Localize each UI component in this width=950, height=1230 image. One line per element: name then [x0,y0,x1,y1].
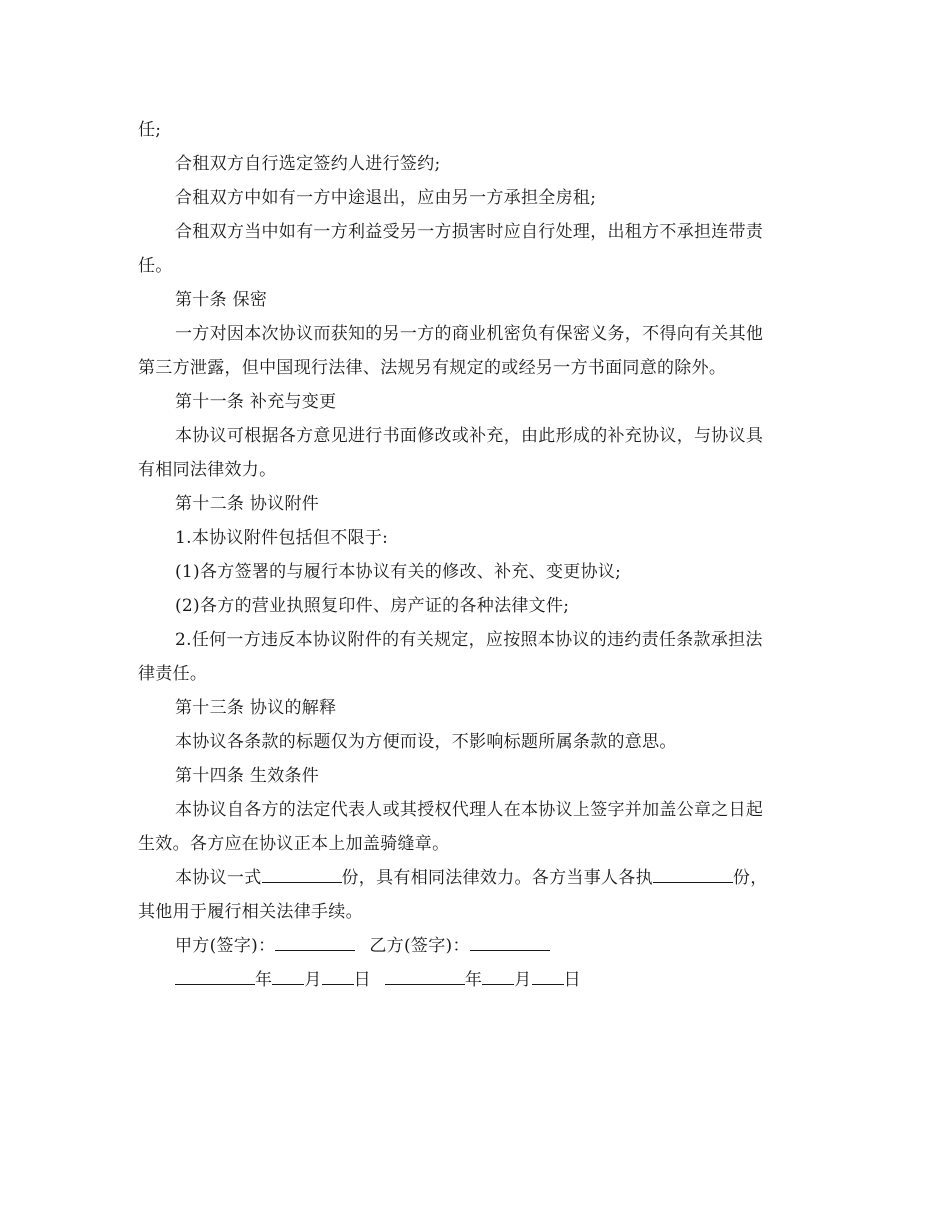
party-b-label: 乙方(签字)： [369,936,470,956]
date-row [138,963,816,997]
month-label: 月 [514,970,532,990]
section-heading: 第十条 保密 [175,290,268,310]
day-label: 日 [353,970,371,990]
text-line: 律责任。 [138,664,208,684]
text-line: 合租双方当中如有一方利益受另一方损害时应自行处理，出租方不承担连带责 [175,222,764,242]
text-line: 本协议各条款的标题仅为方便而设，不影响标题所属条款的意思。 [175,732,677,752]
text-line: 有相同法律效力。 [138,460,277,480]
signature-row [138,929,816,963]
text-line: 其他用于履行相关法律手续。 [138,902,363,922]
party-b-day-blank[interactable] [532,964,564,985]
text-line: 任; [138,120,162,140]
copies-line [138,861,816,895]
text-line: (1)各方签署的与履行本协议有关的修改、补充、变更协议; [175,562,622,582]
section-heading: 第十一条 补充与变更 [175,392,337,412]
party-a-month-blank[interactable] [272,964,304,985]
party-a-year-blank[interactable] [175,964,255,985]
section-heading: 第十二条 协议附件 [175,494,320,514]
copies-middle: 份，具有相同法律效力。各方当事人各执 [341,868,653,888]
text-line: 一方对因本次协议而获知的另一方的商业机密负有保密义务，不得向有关其他 [175,324,764,344]
text-line: 任。 [138,256,173,276]
text-line: 本协议可根据各方意见进行书面修改或补充，由此形成的补充协议，与协议具 [175,426,764,446]
party-a-label: 甲方(签字)： [175,936,276,956]
day-label: 日 [563,970,581,990]
text-line: 合租双方自行选定签约人进行签约; [175,154,441,174]
text-line: 生效。各方应在协议正本上加盖骑缝章。 [138,834,450,854]
copies-each-blank[interactable] [653,862,733,883]
copies-prefix: 本协议一式 [175,868,262,888]
year-label: 年 [464,970,483,990]
document-page [138,113,816,997]
copies-total-blank[interactable] [262,862,342,883]
text-line: (2)各方的营业执照复印件、房产证的各种法律文件; [175,596,570,616]
party-b-year-blank[interactable] [385,964,465,985]
text-line: 第三方泄露，但中国现行法律、法规另有规定的或经另一方书面同意的除外。 [138,358,727,378]
party-a-signature-blank[interactable] [275,930,355,951]
year-label: 年 [255,970,273,990]
party-b-month-blank[interactable] [482,964,514,985]
party-a-day-blank[interactable] [322,964,354,985]
month-label: 月 [304,970,322,990]
party-b-signature-blank[interactable] [470,930,550,951]
section-heading: 第十三条 协议的解释 [175,698,337,718]
text-line: 本协议自各方的法定代表人或其授权代理人在本协议上签字并加盖公章之日起 [175,800,764,820]
copies-suffix: 份， [732,868,768,888]
text-line: 1.本协议附件包括但不限于: [175,528,389,548]
section-heading: 第十四条 生效条件 [175,766,320,786]
text-line: 2.任何一方违反本协议附件的有关规定，应按照本协议的违约责任条款承担法 [175,630,763,650]
text-line: 合租双方中如有一方中途退出，应由另一方承担全房租; [175,188,597,208]
